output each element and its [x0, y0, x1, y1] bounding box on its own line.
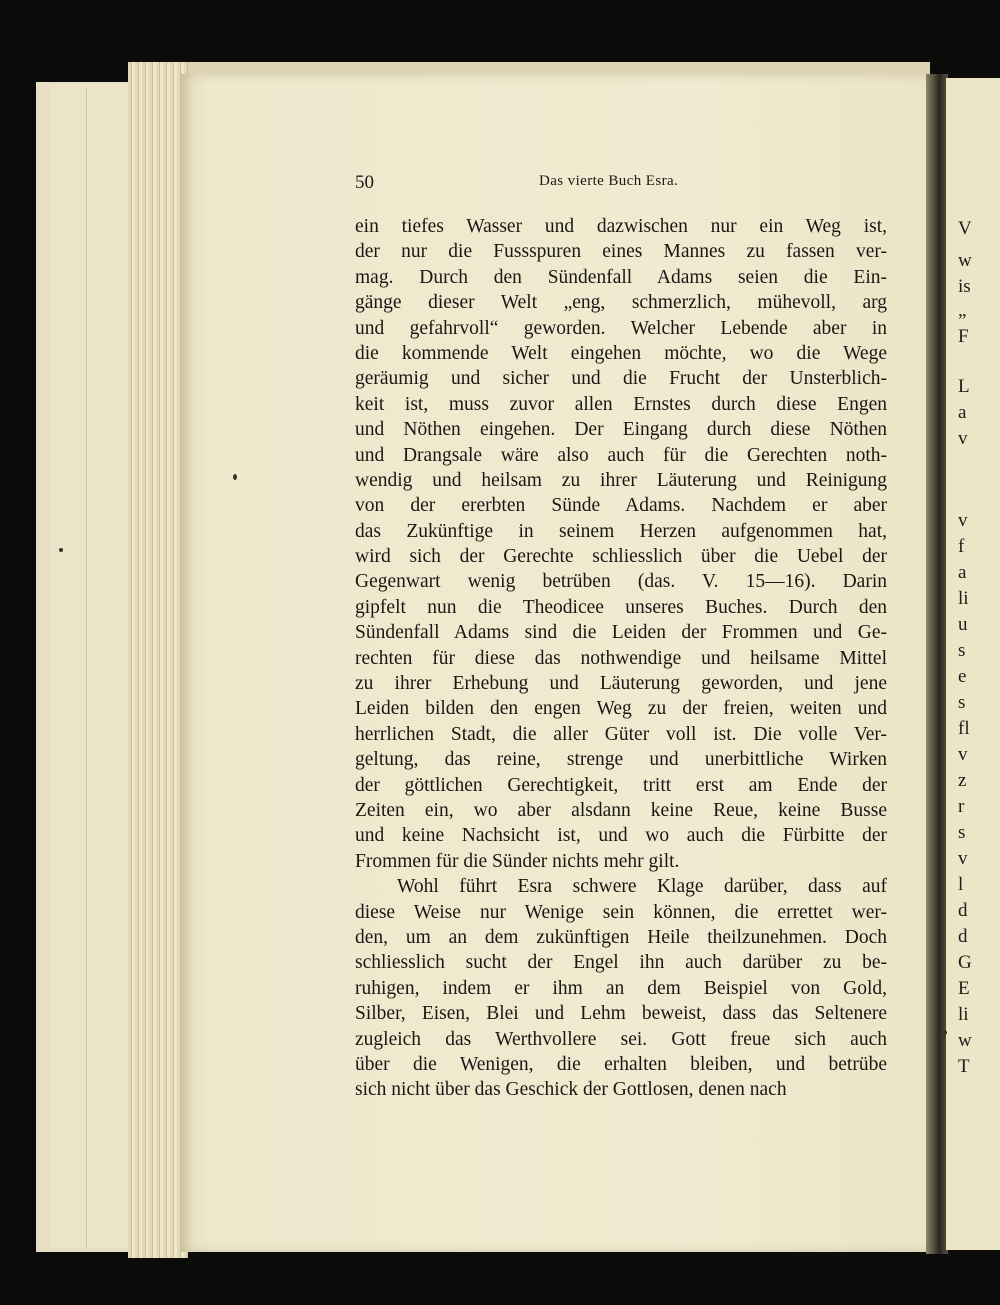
text-line: Gegenwart wenig betrüben (das. V. 15—16). Darin [355, 571, 887, 593]
facing-page-fragment: li [958, 1004, 969, 1025]
text-line: Leiden bilden den engen Weg zu der freien, weiten und [355, 698, 887, 720]
facing-page-fragment: l [958, 874, 964, 895]
text-line: sich nicht über das Geschick der Gottlosen, denen nach [355, 1079, 787, 1101]
text-line: und gefahrvoll“ geworden. Welcher Lebende aber in [355, 317, 887, 339]
text-line: die kommende Welt eingehen möchte, wo die Wege [355, 342, 887, 364]
facing-page-fragment: s [958, 692, 966, 713]
ink-spot [59, 548, 63, 552]
text-line: ein tiefes Wasser und dazwischen nur ein Weg ist, [355, 216, 887, 237]
facing-page-fragment: F [958, 326, 969, 347]
text-line: Zeiten ein, wo aber alsdann keine Reue, keine Busse [355, 799, 887, 821]
facing-page-fragment: e [958, 666, 967, 687]
book-gutter [926, 74, 948, 1254]
text-line: und Drangsale wäre also auch für die Gerechten noth- [355, 444, 887, 466]
text-line: von der ererbten Sünde Adams. Nachdem er aber [355, 495, 887, 517]
text-line: der göttlichen Gerechtigkeit, tritt erst am Ende der [355, 774, 887, 796]
facing-page-fragment: v [958, 428, 968, 449]
text-line: mag. Durch den Sündenfall Adams seien die Ein- [355, 266, 887, 288]
page-number: 50 [355, 172, 374, 193]
facing-page-fragment: z [958, 770, 967, 791]
facing-page-fragment: d [958, 900, 968, 921]
facing-page-fragment: v [958, 848, 968, 869]
page-stack-edge [128, 62, 188, 1258]
text-line: schliesslich sucht der Engel ihn auch darüber zu be- [355, 952, 887, 974]
body-text [355, 214, 887, 1103]
facing-page-fragment: T [958, 1056, 970, 1077]
text-line: rechten für diese das nothwendige und heilsame Mittel [355, 647, 887, 669]
text-line: den, um an dem zukünftigen Heile theilzunehmen. Doch [355, 926, 887, 948]
facing-page-fragment: d [958, 926, 968, 947]
text-line: wendig und heilsam zu ihrer Läuterung und Reinigung [355, 469, 887, 491]
text-line: diese Weise nur Wenige sein können, die errettet wer- [355, 901, 887, 923]
facing-page-fragment: L [958, 376, 970, 397]
text-line: zugleich das Werthvollere sei. Gott freue sich auch [355, 1028, 887, 1050]
text-line: herrlichen Stadt, die aller Güter voll ist. Die volle Ver- [355, 723, 887, 745]
text-line: keit ist, muss zuvor allen Ernstes durch diese Engen [355, 393, 887, 415]
facing-page [946, 78, 1000, 1250]
facing-page-fragment: s [958, 640, 966, 661]
facing-page-fragment: s [958, 822, 966, 843]
facing-page-fragment: E [958, 978, 970, 999]
facing-page-fragment: V [958, 218, 972, 239]
text-line: und Nöthen eingehen. Der Eingang durch diese Nöthen [355, 419, 887, 441]
facing-page-fragment: li [958, 588, 969, 609]
facing-page-fragment: w [958, 1030, 972, 1051]
facing-page-fragment: G [958, 952, 972, 973]
text-line: der nur die Fussspuren eines Mannes zu fassen ver- [355, 241, 887, 263]
facing-page-fragment: fl [958, 718, 970, 739]
text-line: geltung, das reine, strenge und unerbittliche Wirken [355, 749, 887, 771]
text-line: zu ihrer Erhebung und Läuterung geworden, und jene [355, 673, 887, 695]
text-line: ruhigen, indem er ihm an dem Beispiel von Gold, [355, 977, 887, 999]
facing-page-fragment: v [958, 744, 968, 765]
text-line: gänge dieser Welt „eng, schmerzlich, mühevoll, arg [355, 292, 887, 314]
text-line: Silber, Eisen, Blei und Lehm beweist, dass das Seltenere [355, 1003, 887, 1025]
text-line: gipfelt nun die Theodicee unseres Buches. Durch den [355, 596, 887, 618]
facing-page-fragment: „ [958, 300, 967, 321]
text-line: Wohl führt Esra schwere Klage darüber, dass auf [397, 876, 887, 898]
ink-spot [233, 474, 237, 480]
text-line: geräumig und sicher und die Frucht der Unsterblich- [355, 368, 887, 390]
facing-page-fragment: u [958, 614, 968, 635]
facing-page-fragment: w [958, 250, 972, 271]
facing-page-fragment: a [958, 562, 967, 583]
running-title: Das vierte Buch Esra. [539, 173, 679, 189]
page-header [355, 172, 885, 196]
text-line: über die Wenigen, die erhalten bleiben, und betrübe [355, 1053, 887, 1075]
text-line: Sündenfall Adams sind die Leiden der Frommen und Ge- [355, 622, 887, 644]
facing-page-fragment: v [958, 510, 968, 531]
facing-page-fragment: is [958, 276, 971, 297]
text-line: wird sich der Gerechte schliesslich über die Uebel der [355, 546, 887, 568]
facing-page-fragment: f [958, 536, 965, 557]
facing-page-fragment: a [958, 402, 967, 423]
facing-page-fragment: r [958, 796, 965, 817]
text-line: und keine Nachsicht ist, und wo auch die Fürbitte der [355, 825, 887, 847]
text-line: Frommen für die Sünder nichts mehr gilt. [355, 850, 680, 872]
ink-spot [942, 1030, 947, 1035]
text-line: das Zukünftige in seinem Herzen aufgenommen hat, [355, 520, 887, 542]
